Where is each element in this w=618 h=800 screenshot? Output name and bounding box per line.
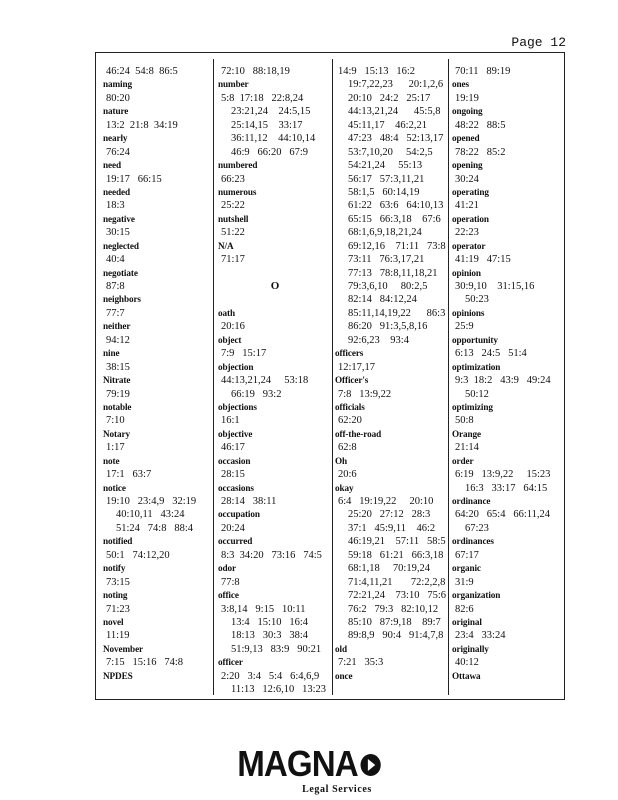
page-line-refs: 53:7,10,20 54:2,5 bbox=[348, 146, 433, 158]
index-term: needed bbox=[103, 186, 130, 197]
page-line-refs: 30:15 bbox=[106, 227, 130, 239]
index-term: occurred bbox=[218, 536, 253, 547]
page-line-refs: 51:24 74:8 88:4 bbox=[116, 522, 194, 534]
index-term: operator bbox=[452, 240, 486, 251]
index-term: negative bbox=[103, 213, 135, 224]
page-line-refs: 40:10,11 43:24 bbox=[116, 509, 185, 521]
index-term: ordinance bbox=[452, 496, 491, 506]
page-line-refs: 73:11 76:3,17,21 bbox=[348, 254, 425, 266]
page-line-refs: 69:12,16 71:11 73:8 bbox=[348, 240, 446, 252]
page-line-refs: 25:9 bbox=[455, 321, 474, 333]
index-term: Nitrate bbox=[103, 375, 131, 386]
page-line-refs: 92:6,23 93:4 bbox=[348, 334, 409, 346]
page-line-refs: 67:23 bbox=[465, 522, 489, 534]
index-term: office bbox=[218, 590, 239, 601]
index-term: occasion bbox=[218, 455, 251, 466]
index-term: organization bbox=[452, 590, 501, 601]
page-line-refs: 78:22 85:2 bbox=[455, 146, 506, 158]
index-term: object bbox=[218, 334, 242, 345]
page-line-refs: 80:20 bbox=[106, 92, 130, 104]
index-term: once bbox=[335, 670, 353, 681]
page-line-refs bbox=[218, 267, 332, 280]
page-line-refs: 85:11,14,19,22 86:3 bbox=[348, 307, 446, 319]
index-term: number bbox=[218, 79, 249, 90]
page-line-refs: 62:20 bbox=[338, 415, 362, 427]
page-line-refs: 58:1,5 60:14,19 bbox=[348, 186, 420, 198]
index-term: notify bbox=[103, 563, 126, 574]
index-term: N/A bbox=[218, 240, 234, 251]
page-line-refs: 30:24 bbox=[455, 173, 479, 185]
index-term: notable bbox=[103, 401, 132, 412]
index-term: opinion bbox=[452, 267, 481, 278]
page-line-refs: 19:7,22,23 20:1,2,6 bbox=[348, 79, 444, 91]
page-line-refs: 45:11,17 46:2,21 bbox=[348, 119, 427, 131]
index-page-frame bbox=[95, 52, 565, 700]
page-line-refs: 19:17 66:15 bbox=[106, 173, 162, 185]
page-line-refs: 79:3,6,10 80:2,5 bbox=[348, 281, 428, 292]
page-line-refs: 87:8 bbox=[106, 281, 125, 292]
page-line-refs: 73:15 bbox=[106, 576, 130, 588]
page-line-refs: 66:23 bbox=[221, 173, 245, 185]
page-line-refs: 7:15 15:16 74:8 bbox=[106, 657, 184, 669]
column-divider bbox=[213, 59, 214, 695]
index-term: nearly bbox=[103, 133, 128, 144]
index-term: Orange bbox=[452, 428, 481, 439]
index-term: organic bbox=[452, 563, 481, 574]
page-line-refs: 71:17 bbox=[221, 254, 245, 266]
index-term: numerous bbox=[218, 186, 257, 197]
index-term: old bbox=[335, 643, 347, 654]
index-term: optimization bbox=[452, 361, 501, 372]
page-line-refs: 18:3 bbox=[106, 200, 125, 212]
index-term: officials bbox=[335, 401, 365, 412]
page-line-refs: 94:12 bbox=[106, 334, 130, 346]
index-term: occasions bbox=[218, 482, 254, 493]
index-term: neighbors bbox=[103, 294, 141, 305]
page-line-refs: 13:4 15:10 16:4 bbox=[231, 616, 309, 628]
index-term: numbered bbox=[218, 160, 258, 171]
index-column-4 bbox=[452, 65, 562, 683]
index-term: ongoing bbox=[452, 106, 483, 117]
page-line-refs: 71:4,11,21 72:2,2,8 bbox=[348, 576, 446, 588]
index-term: order bbox=[452, 455, 474, 466]
page-line-refs: 7:21 35:3 bbox=[338, 657, 384, 669]
page-line-refs: 61:22 63:6 64:10,13 bbox=[348, 200, 444, 212]
page-line-refs: 77:13 78:8,11,18,21 bbox=[348, 267, 438, 279]
page-line-refs: 46:9 66:20 67:9 bbox=[231, 146, 309, 158]
index-term: nature bbox=[103, 106, 129, 117]
page-line-refs: 5:8 17:18 22:8,24 bbox=[221, 92, 304, 104]
page-line-refs: 6:13 24:5 51:4 bbox=[455, 348, 527, 360]
page-line-refs: 1:17 bbox=[106, 442, 125, 454]
page-line-refs: 9:3 18:2 43:9 49:24 bbox=[455, 375, 551, 387]
page-line-refs: 51:22 bbox=[221, 227, 245, 239]
page-line-refs: 7:8 13:9,22 bbox=[338, 388, 392, 400]
index-term: opportunity bbox=[452, 334, 498, 345]
page-line-refs: 50:1 74:12,20 bbox=[106, 549, 170, 561]
logo-tagline: Legal Services bbox=[302, 784, 372, 795]
index-term: opinions bbox=[452, 307, 485, 318]
index-term: opening bbox=[452, 160, 483, 171]
index-column-2 bbox=[218, 65, 332, 697]
page-line-refs: 14:9 15:13 16:2 bbox=[338, 66, 416, 77]
index-term: objection bbox=[218, 361, 254, 372]
page-line-refs: 66:19 93:2 bbox=[231, 388, 282, 400]
page-line-refs: 25:22 bbox=[221, 200, 245, 212]
page-line-refs: 86:20 91:3,5,8,16 bbox=[348, 321, 428, 333]
page-line-refs: 6:19 13:9,22 15:23 bbox=[455, 469, 551, 481]
index-term: Officer's bbox=[335, 375, 369, 386]
page-line-refs: 70:11 89:19 bbox=[455, 66, 511, 77]
page-line-refs: 44:13,21,24 53:18 bbox=[221, 375, 309, 387]
index-term: objective bbox=[218, 428, 253, 439]
section-letter: O bbox=[270, 280, 280, 292]
index-term: neglected bbox=[103, 240, 139, 251]
index-term: okay bbox=[335, 482, 354, 493]
page-line-refs: 11:19 bbox=[106, 630, 130, 642]
page-line-refs: 12:17,17 bbox=[338, 361, 376, 373]
index-term: occupation bbox=[218, 509, 260, 520]
index-term: originally bbox=[452, 643, 489, 654]
page-line-refs: 20:16 bbox=[221, 321, 245, 333]
page-line-refs: 25:14,15 33:17 bbox=[231, 119, 303, 131]
page-line-refs: 46:24 54:8 86:5 bbox=[106, 66, 178, 77]
page-number: Page 12 bbox=[511, 35, 566, 50]
column-divider bbox=[332, 59, 333, 695]
page-line-refs: 16:3 33:17 64:15 bbox=[465, 482, 548, 494]
page-line-refs: 46:19,21 57:11 58:5 bbox=[348, 536, 446, 548]
index-term: nine bbox=[103, 348, 120, 359]
page-line-refs: 30:9,10 31:15,16 bbox=[455, 281, 535, 292]
index-term: original bbox=[452, 616, 482, 627]
page-line-refs: 62:8 bbox=[338, 442, 357, 454]
page-line-refs: 13:2 21:8 34:19 bbox=[106, 119, 178, 131]
page-line-refs: 23:4 33:24 bbox=[455, 630, 506, 642]
index-term: naming bbox=[103, 79, 133, 90]
page-line-refs: 68:1,6,9,18,21,24 bbox=[348, 227, 422, 239]
page-line-refs: 25:20 27:12 28:3 bbox=[348, 509, 431, 521]
page-line-refs bbox=[218, 293, 332, 306]
page-line-refs: 48:22 88:5 bbox=[455, 119, 506, 131]
index-term: neither bbox=[103, 321, 131, 332]
page-line-refs: 67:17 bbox=[455, 549, 479, 561]
page-line-refs: 64:20 65:4 66:11,24 bbox=[455, 509, 550, 521]
page-line-refs: 68:1,18 70:19,24 bbox=[348, 563, 430, 575]
index-term: odor bbox=[218, 563, 236, 574]
magna-logo bbox=[0, 743, 618, 795]
page-line-refs: 89:8,9 90:4 91:4,7,8 bbox=[348, 630, 444, 642]
page-line-refs: 3:8,14 9:15 10:11 bbox=[221, 603, 306, 615]
page-line-refs: 19:10 23:4,9 32:19 bbox=[106, 496, 197, 507]
page-line-refs: 11:13 12:6,10 13:23 bbox=[231, 684, 326, 696]
index-term: November bbox=[103, 643, 144, 654]
index-term: officers bbox=[335, 348, 364, 359]
page-line-refs: 20:10 24:2 25:17 bbox=[348, 92, 431, 104]
index-term: Ottawa bbox=[452, 670, 481, 681]
index-term: need bbox=[103, 160, 121, 171]
page-line-refs: 38:15 bbox=[106, 361, 130, 373]
page-line-refs: 20:24 bbox=[221, 522, 245, 534]
index-term: noting bbox=[103, 590, 128, 601]
index-term: objections bbox=[218, 401, 257, 412]
page-line-refs: 47:23 48:4 52:13,17 bbox=[348, 133, 444, 145]
page-line-refs: 8:3 34:20 73:16 74:5 bbox=[221, 549, 322, 561]
page-line-refs: 46:17 bbox=[221, 442, 245, 454]
page-line-refs: 37:1 45:9,11 46:2 bbox=[348, 522, 436, 534]
page-line-refs: 79:19 bbox=[106, 388, 130, 400]
page-line-refs: 77:8 bbox=[221, 576, 240, 588]
page-line-refs: 76:2 79:3 82:10,12 bbox=[348, 603, 439, 615]
page-line-refs: 2:20 3:4 5:4 6:4,6,9 bbox=[221, 670, 320, 682]
page-line-refs: 28:14 38:11 bbox=[221, 496, 277, 507]
column-divider bbox=[448, 59, 449, 695]
index-term: notified bbox=[103, 536, 133, 547]
index-term: operation bbox=[452, 213, 489, 224]
index-column-3 bbox=[335, 65, 447, 683]
index-term: ordinances bbox=[452, 536, 494, 547]
page-line-refs: 82:14 84:12,24 bbox=[348, 294, 417, 306]
index-term: operating bbox=[452, 186, 489, 197]
page-line-refs: 40:4 bbox=[106, 254, 125, 266]
index-term: optimizing bbox=[452, 401, 493, 412]
page-line-refs: 17:1 63:7 bbox=[106, 469, 152, 481]
page-line-refs: 16:1 bbox=[221, 415, 240, 427]
page-line-refs: 20:6 bbox=[338, 469, 357, 481]
page-line-refs: 54:21,24 55:13 bbox=[348, 160, 423, 172]
page-line-refs: 85:10 87:9,18 89:7 bbox=[348, 616, 441, 628]
page-line-refs: 41:19 47:15 bbox=[455, 254, 511, 266]
index-term: opened bbox=[452, 133, 480, 144]
index-term: novel bbox=[103, 616, 124, 627]
index-term: notice bbox=[103, 482, 126, 493]
page-line-refs: 28:15 bbox=[221, 469, 245, 481]
page-line-refs: 41:21 bbox=[455, 200, 479, 212]
page-line-refs: 59:18 61:21 66:3,18 bbox=[348, 549, 444, 561]
index-term: ones bbox=[452, 79, 469, 90]
index-term: note bbox=[103, 455, 120, 466]
page-line-refs: 40:12 bbox=[455, 657, 479, 669]
index-term: nutshell bbox=[218, 213, 249, 224]
page-line-refs: 77:7 bbox=[106, 307, 125, 319]
page-line-refs: 50:23 bbox=[465, 294, 489, 306]
page-line-refs: 50:8 bbox=[455, 415, 474, 427]
page-line-refs: 76:24 bbox=[106, 146, 130, 158]
page-line-refs: 6:4 19:19,22 20:10 bbox=[338, 496, 434, 507]
page-line-refs: 56:17 57:3,11,21 bbox=[348, 173, 425, 185]
page-line-refs: 18:13 30:3 38:4 bbox=[231, 630, 309, 642]
index-term: NPDES bbox=[103, 670, 133, 681]
arrow-icon bbox=[361, 754, 381, 776]
index-column-1 bbox=[103, 65, 211, 683]
index-term: officer bbox=[218, 657, 243, 668]
index-term: Oh bbox=[335, 455, 348, 466]
page-line-refs: 82:6 bbox=[455, 603, 474, 615]
index-term: oath bbox=[218, 307, 235, 318]
page-line-refs: 7:10 bbox=[106, 415, 125, 427]
page-line-refs: 22:23 bbox=[455, 227, 479, 239]
page-line-refs: 21:14 bbox=[455, 442, 479, 454]
page-line-refs: 23:21,24 24:5,15 bbox=[231, 106, 311, 118]
logo-wordmark: MAGNA bbox=[237, 746, 381, 782]
page-line-refs: 65:15 66:3,18 67:6 bbox=[348, 213, 441, 225]
page-line-refs: 71:23 bbox=[106, 603, 130, 615]
index-term: Notary bbox=[103, 428, 130, 439]
page-line-refs: 72:21,24 73:10 75:6 bbox=[348, 590, 447, 602]
page-line-refs: 19:19 bbox=[455, 92, 479, 104]
page-line-refs: 51:9,13 83:9 90:21 bbox=[231, 643, 322, 655]
index-term: off-the-road bbox=[335, 428, 382, 439]
page-line-refs: 31:9 bbox=[455, 576, 474, 588]
page-line-refs: 7:9 15:17 bbox=[221, 348, 267, 360]
index-term: negotiate bbox=[103, 267, 138, 278]
page-line-refs: 36:11,12 44:10,14 bbox=[231, 133, 316, 145]
page-line-refs: 50:12 bbox=[465, 388, 489, 400]
page-line-refs: 72:10 88:18,19 bbox=[221, 66, 290, 77]
page-line-refs: 44:13,21,24 45:5,8 bbox=[348, 106, 441, 118]
